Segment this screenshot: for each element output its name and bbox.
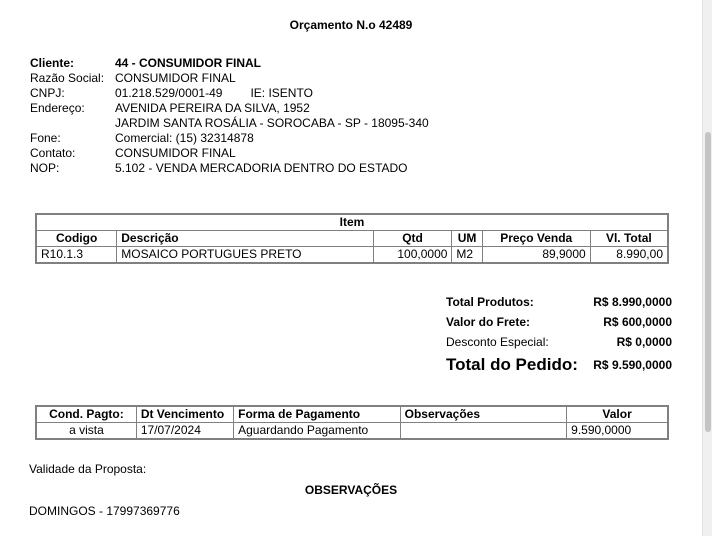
contato-value: CONSUMIDOR FINAL	[115, 146, 236, 160]
item-total: 8.990,00	[590, 247, 668, 264]
endereco-line2: JARDIM SANTA ROSÁLIA - SOROCABA - SP - 18095-340	[115, 116, 429, 130]
pay-vencimento: 17/07/2024	[136, 423, 233, 440]
item-codigo: R10.1.3	[36, 247, 117, 264]
client-label: Cliente:	[30, 56, 75, 70]
header-dt-vencimento: Dt Vencimento	[136, 406, 233, 423]
observacoes-title: OBSERVAÇÕES	[304, 483, 398, 497]
vertical-scrollbar[interactable]	[702, 0, 712, 536]
payment-table	[35, 405, 669, 440]
item-qtd: 100,0000	[373, 247, 452, 264]
razao-value: CONSUMIDOR FINAL	[115, 71, 236, 85]
cnpj-value: 01.218.529/0001-49	[115, 86, 223, 100]
table-row	[36, 423, 668, 440]
header-total: Vl. Total	[590, 231, 668, 247]
endereco-row	[30, 101, 429, 116]
desconto-value: R$ 0,0000	[616, 335, 672, 349]
client-info	[30, 56, 429, 176]
fone-label: Fone:	[30, 131, 61, 145]
client-row	[30, 56, 429, 71]
fone-value: Comercial: (15) 32314878	[115, 131, 254, 145]
header-forma-pagamento: Forma de Pagamento	[234, 406, 401, 423]
contato-row	[30, 146, 429, 161]
header-descricao: Descrição	[117, 231, 373, 247]
items-caption: Item	[36, 214, 668, 231]
desconto-label: Desconto Especial:	[446, 335, 549, 349]
header-valor: Valor	[567, 406, 668, 423]
frete-value: R$ 600,0000	[603, 315, 672, 329]
nop-value: 5.102 - VENDA MERCADORIA DENTRO DO ESTADO	[115, 161, 408, 175]
pay-forma: Aguardando Pagamento	[234, 423, 401, 440]
header-qtd: Qtd	[373, 231, 452, 247]
item-descricao: MOSAICO PORTUGUES PRETO	[117, 247, 373, 264]
cnpj-row	[30, 86, 429, 101]
endereco-row-2	[30, 116, 429, 131]
endereco-label: Endereço:	[30, 101, 85, 115]
cnpj-label: CNPJ:	[30, 86, 65, 100]
observacoes-text: DOMINGOS - 17997369776	[29, 504, 180, 518]
endereco-line1: AVENIDA PEREIRA DA SILVA, 1952	[115, 101, 310, 115]
pay-obs	[400, 423, 567, 440]
table-row	[36, 247, 668, 264]
razao-label: Razão Social:	[30, 71, 105, 85]
contato-label: Contato:	[30, 146, 76, 160]
fone-row	[30, 131, 429, 146]
header-preco: Preço Venda	[482, 231, 590, 247]
header-observacoes: Observações	[400, 406, 567, 423]
pay-cond: a vista	[36, 423, 136, 440]
validade-label: Validade da Proposta:	[29, 462, 147, 476]
total-produtos-value: R$ 8.990,0000	[593, 295, 672, 309]
client-value: 44 - CONSUMIDOR FINAL	[115, 56, 262, 70]
razao-row	[30, 71, 429, 86]
items-table	[35, 213, 669, 264]
item-preco: 89,9000	[482, 247, 590, 264]
header-codigo: Codigo	[36, 231, 117, 247]
items-header-row	[36, 231, 668, 247]
total-produtos-label: Total Produtos:	[446, 295, 534, 309]
total-pedido-label: Total do Pedido:	[446, 355, 578, 374]
total-pedido-value: R$ 9.590,0000	[593, 358, 672, 372]
totals-block	[446, 292, 672, 378]
pay-valor: 9.590,0000	[567, 423, 668, 440]
page-title: Orçamento N.o 42489	[289, 18, 413, 32]
nop-row	[30, 161, 429, 176]
header-cond-pagto: Cond. Pagto:	[36, 406, 136, 423]
scrollbar-thumb[interactable]	[705, 132, 711, 432]
item-um: M2	[452, 247, 482, 264]
ie-value: IE: ISENTO	[250, 86, 313, 100]
frete-label: Valor do Frete:	[446, 315, 531, 329]
nop-label: NOP:	[30, 161, 60, 175]
header-um: UM	[452, 231, 482, 247]
payment-header-row	[36, 406, 668, 423]
